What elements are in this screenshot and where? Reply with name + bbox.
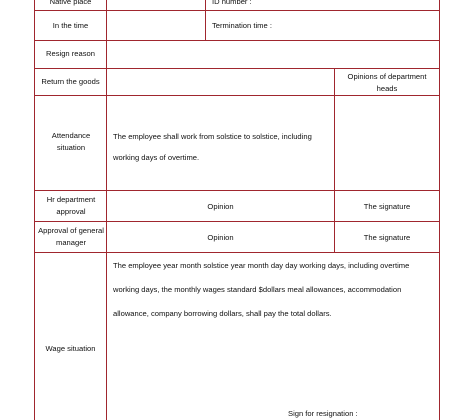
row-line-2 xyxy=(34,40,440,41)
sign-for-resignation-label: Sign for resignation : xyxy=(288,409,358,418)
termination-time-label: Termination time : xyxy=(212,21,272,30)
attendance-text-line-2: working days of overtime. xyxy=(113,153,200,162)
row-line-5 xyxy=(34,190,440,191)
attendance-label: Attendance situation xyxy=(51,131,91,152)
id-number-label: ID number : xyxy=(212,0,252,6)
hr-approval-label: Hr department approval xyxy=(46,195,96,216)
dept-heads-opinion-label: Opinions of department heads xyxy=(347,72,427,93)
in-time-label: In the time xyxy=(52,21,89,30)
row-line-7 xyxy=(34,252,440,253)
gm-opinion-label: Opinion xyxy=(207,233,234,242)
wage-text-line-3: allowance, company borrowing dollars, shall pay the total dollars. xyxy=(113,309,332,318)
row-line-6 xyxy=(34,221,440,222)
table-border-right xyxy=(439,0,440,420)
gm-signature-label: The signature xyxy=(363,233,411,242)
native-place-label: Native place xyxy=(49,0,92,6)
wage-situation-label: Wage situation xyxy=(45,344,96,353)
attendance-text-line-1: The employee shall work from solstice to solstice, including xyxy=(113,132,312,141)
return-goods-label: Return the goods xyxy=(41,77,100,86)
row-line-1 xyxy=(34,10,440,11)
wage-text-line-1: The employee year month solstice year month day day working days, including overtime xyxy=(113,261,410,270)
resign-reason-label: Resign reason xyxy=(46,49,95,58)
wage-text-line-2: working days, the monthly wages standard $dollars meal allowances, accommodation xyxy=(113,285,402,294)
hr-opinion-label: Opinion xyxy=(207,202,234,211)
gm-approval-label: Approval of general manager xyxy=(38,226,104,247)
time-row-divider xyxy=(205,0,206,40)
table-border-left xyxy=(34,0,35,420)
row-line-3 xyxy=(34,68,440,69)
hr-signature-label: The signature xyxy=(363,202,411,211)
row-line-4 xyxy=(34,95,440,96)
